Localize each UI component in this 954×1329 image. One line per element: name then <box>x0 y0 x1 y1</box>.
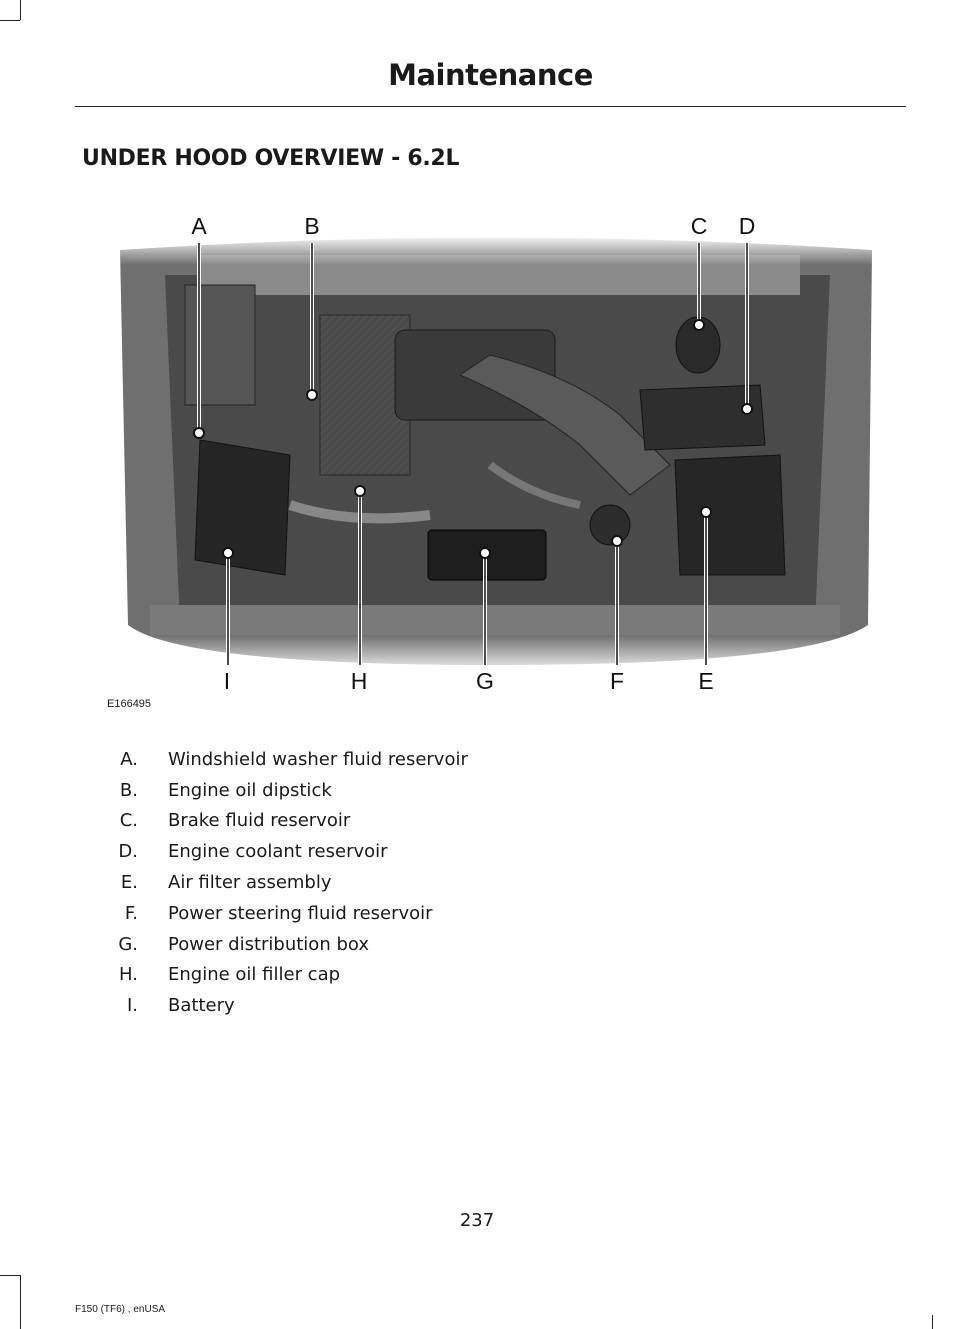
crop-mark <box>0 1275 20 1276</box>
legend-text: Windshield washer fluid reservoir <box>168 748 468 770</box>
legend-item <box>110 775 710 806</box>
footer-text: F150 (TF6) , enUSA <box>75 1304 166 1315</box>
legend-item <box>110 744 710 775</box>
legend-letter: A. <box>120 748 138 770</box>
legend-letter: I. <box>126 995 138 1017</box>
page-number: 237 <box>459 1210 495 1231</box>
callout-c: C <box>690 213 708 239</box>
callout-g: G <box>476 668 494 694</box>
callout-e: E <box>698 668 714 694</box>
legend-text: Power distribution box <box>168 933 369 955</box>
callout-h: H <box>350 668 368 694</box>
legend-item <box>110 960 710 991</box>
callout-d: D <box>738 213 756 239</box>
legend-text: Engine coolant reservoir <box>168 841 388 863</box>
legend-text: Brake fluid reservoir <box>168 810 351 832</box>
component-legend <box>110 744 710 1021</box>
crop-mark <box>20 1275 21 1329</box>
callout-b: B <box>304 213 320 239</box>
legend-letter: D. <box>118 841 138 863</box>
section-title: UNDER HOOD OVERVIEW - 6.2L <box>82 146 460 171</box>
legend-item <box>110 867 710 898</box>
legend-letter: E. <box>120 872 138 894</box>
callout-i: I <box>223 668 231 694</box>
legend-text: Battery <box>168 995 235 1017</box>
legend-item <box>110 990 710 1021</box>
legend-item <box>110 806 710 837</box>
engine-bay-illustration <box>110 205 880 695</box>
figure-id: E166495 <box>107 698 152 710</box>
header-divider <box>75 106 906 107</box>
page-header-title: Maintenance <box>388 58 593 92</box>
legend-item <box>110 836 710 867</box>
callout-a: A <box>191 213 207 239</box>
legend-item <box>110 898 710 929</box>
legend-text: Engine oil dipstick <box>168 779 332 801</box>
legend-letter: F. <box>124 902 138 924</box>
callout-f: F <box>609 668 625 694</box>
crop-mark <box>20 0 21 20</box>
legend-letter: G. <box>118 933 138 955</box>
crop-mark <box>932 1315 933 1329</box>
legend-text: Power steering fluid reservoir <box>168 902 433 924</box>
legend-item <box>110 929 710 960</box>
crop-mark <box>0 20 20 21</box>
legend-text: Engine oil filler cap <box>168 964 341 986</box>
legend-letter: B. <box>119 779 138 801</box>
legend-text: Air filter assembly <box>168 872 332 894</box>
legend-letter: C. <box>119 810 138 832</box>
legend-letter: H. <box>119 964 138 986</box>
